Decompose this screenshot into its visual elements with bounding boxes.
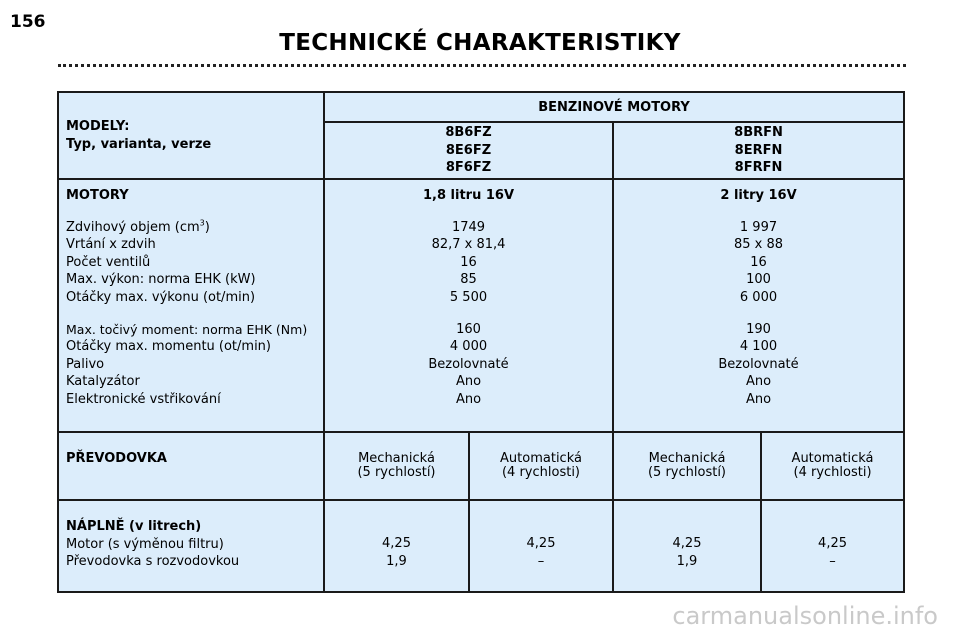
spec-label: Max. výkon: norma EHK (kW): [66, 272, 256, 288]
capacity-values-cell: 4,25 1,9: [324, 500, 469, 592]
spec-label: Počet ventilů: [66, 254, 151, 270]
spec-value: 85 x 88: [734, 237, 784, 253]
engine-labels-cell: [58, 179, 324, 432]
engine-values-cell-2: [613, 179, 904, 432]
capacities-heading: NÁPLNĚ (v litrech): [66, 519, 202, 534]
transmission-cell: Automatická (4 rychlosti): [761, 432, 904, 500]
transmission-heading: PŘEVODOVKA: [66, 451, 167, 466]
engine-values-cell-1: [324, 179, 613, 432]
spec-value: Ano: [455, 391, 482, 407]
spec-value: 1749: [451, 219, 486, 235]
transmission-cell: Mechanická (5 rychlostí): [324, 432, 469, 500]
spec-label: Zdvihový objem $(cm^3)$: [66, 218, 210, 235]
spec-label: Vrtání x zdvih: [66, 237, 156, 253]
engine-section-heading: MOTORY: [66, 188, 129, 203]
models-label: MODELY:: [66, 118, 130, 134]
watermark: carmanualsonline.info: [672, 602, 938, 630]
spec-value: 190: [746, 321, 771, 337]
engine-name: 1,8 litru 16V: [422, 188, 515, 203]
spec-value: 6 000: [739, 289, 778, 305]
spec-value: 5 500: [449, 289, 488, 305]
spec-value: 4 100: [739, 339, 778, 355]
capacity-values-cell: 4,25 –: [469, 500, 613, 592]
transmission-label-cell: [58, 432, 324, 500]
spec-value: 16: [750, 254, 767, 270]
capacity-label: Převodovka s rozvodovkou: [66, 554, 240, 570]
variant-code: 8FRFN: [734, 160, 783, 176]
spec-table: [57, 91, 905, 593]
spec-value: Bezolovnaté: [428, 356, 509, 372]
variant-code: 8B6FZ: [445, 125, 492, 141]
engine-name: 2 litry 16V: [720, 188, 797, 203]
capacity-values-cell: 4,25 –: [761, 500, 904, 592]
spec-value: 160: [456, 321, 481, 337]
spec-value: 4 000: [449, 339, 488, 355]
spec-value: Bezolovnaté: [718, 356, 799, 372]
spec-label: Otáčky max. momentu (ot/min): [66, 339, 271, 355]
models-header-cell: [58, 92, 324, 179]
variant-code: 8F6FZ: [445, 160, 492, 176]
type-label: Typ, varianta, verze: [66, 136, 212, 152]
variant-code: 8BRFN: [734, 125, 783, 141]
page-title: TECHNICKÉ CHARAKTERISTIKY: [279, 30, 681, 56]
spec-value: 100: [746, 272, 771, 288]
transmission-cell: Mechanická (5 rychlostí): [613, 432, 761, 500]
spec-value: Ano: [455, 374, 482, 390]
capacity-label: Motor (s výměnou filtru): [66, 536, 224, 552]
variant-cell-2: [613, 122, 904, 179]
spec-value: 82,7 x 81,4: [431, 237, 506, 253]
page-number: 156: [10, 12, 46, 32]
capacities-label-cell: [58, 500, 324, 592]
spec-value: 85: [460, 272, 477, 288]
engine-group-label: BENZINOVÉ MOTORY: [538, 99, 690, 115]
variant-cell-1: [324, 122, 613, 179]
variant-code: 8ERFN: [734, 142, 783, 158]
spec-label: Palivo: [66, 356, 105, 372]
spec-value: Ano: [745, 391, 772, 407]
transmission-cell: Automatická (4 rychlosti): [469, 432, 613, 500]
spec-value: 1 997: [739, 219, 778, 235]
dotted-divider: [58, 64, 906, 67]
spec-label: Elektronické vstřikování: [66, 391, 221, 407]
spec-label: Katalyzátor: [66, 374, 140, 390]
engine-group-header: [324, 92, 904, 122]
spec-label: Otáčky max. výkonu (ot/min): [66, 289, 256, 305]
spec-value: Ano: [745, 374, 772, 390]
spec-label: Max. točivý moment: norma EHK (Nm): [66, 321, 308, 337]
capacity-values-cell: 4,25 1,9: [613, 500, 761, 592]
variant-code: 8E6FZ: [445, 142, 492, 158]
spec-value: 16: [460, 254, 477, 270]
